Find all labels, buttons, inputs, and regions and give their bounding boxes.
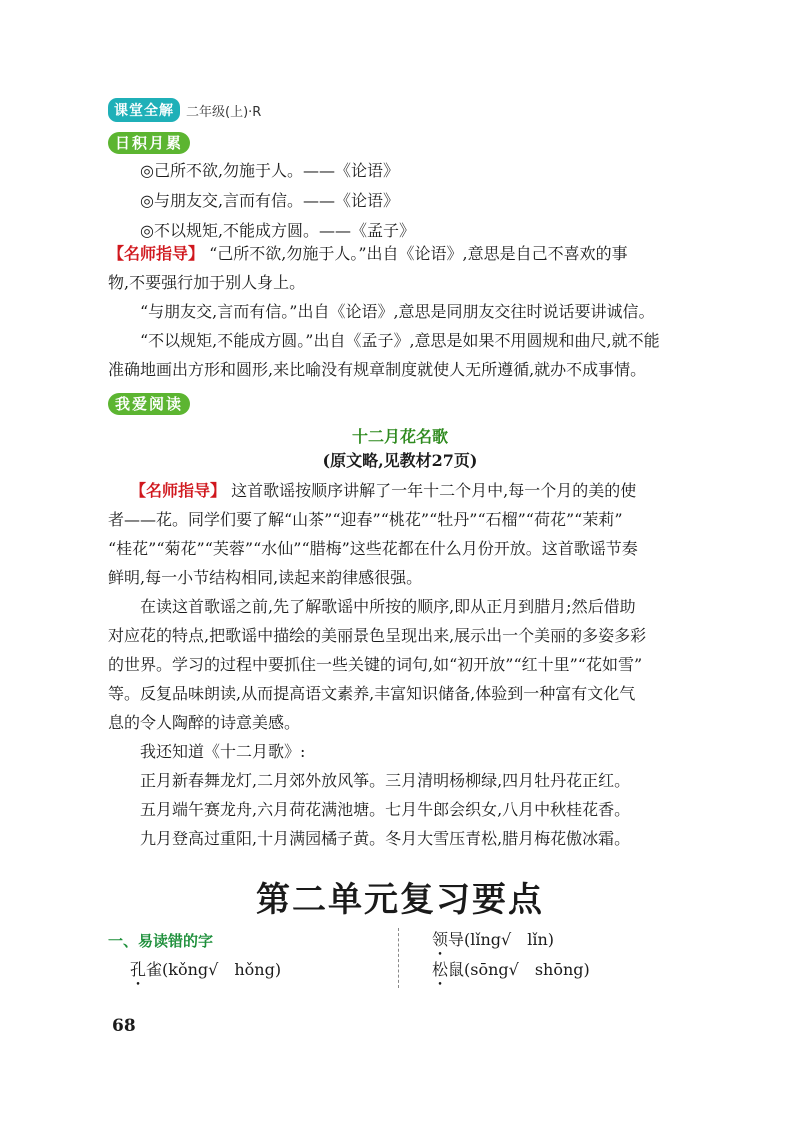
series-badge: 课堂全解: [108, 98, 180, 122]
guide-line: 物,不要强行加于别人身上。: [108, 273, 306, 292]
dotted-char: 松: [432, 960, 449, 979]
section-tag-daily: [108, 132, 190, 153]
grade-label: 二年级(上)·R: [186, 104, 262, 120]
section-tag-label: 我爱阅读: [108, 393, 190, 415]
reading-subtitle: (原文略,见教材27页): [322, 451, 478, 470]
dotted-char: 孔: [130, 960, 147, 979]
reading-line: 在读这首歌谣之前,先了解歌谣中所按的顺序,即从正月到腊月;然后借助: [140, 597, 636, 616]
guide-line: “不以规矩,不能成方圆。”出自《孟子》,意思是如果不用圆规和曲尺,就不能: [140, 331, 660, 350]
reading-paragraph-1: [130, 481, 636, 501]
poem-line: 九月登高过重阳,十月满园橘子黄。冬月大雪压青松,腊月梅花傲冰霜。: [140, 829, 631, 848]
reading-line: 等。反复品味朗读,从而提高语文素养,丰富知识储备,体验到一种富有文化气: [108, 684, 636, 703]
review-title: 第二单元复习要点: [256, 880, 544, 920]
quote-2: ◎与朋友交,言而有信。——《论语》: [140, 191, 400, 210]
guide-label: 【名师指导】: [108, 244, 205, 263]
review-item: [432, 930, 554, 950]
review-subhead: 一、易读错的字: [108, 932, 214, 950]
review-item: [130, 960, 281, 980]
pinyin-choice: 雀(kǒng√ hǒng): [146, 960, 282, 979]
dotted-char: 领: [432, 930, 449, 949]
section-tag-reading: [108, 393, 190, 414]
review-item: [432, 960, 590, 980]
page-header: [108, 99, 261, 121]
section-tag-label: 日积月累: [108, 132, 190, 154]
column-divider: [398, 928, 399, 988]
guide-line: “与朋友交,言而有信。”出自《论语》,意思是同朋友交往时说话要讲诚信。: [140, 302, 655, 321]
guide-line: 准确地画出方形和圆形,来比喻没有规章制度就使人无所遵循,就办不成事情。: [108, 360, 647, 379]
pinyin-choice: 导(lǐng√ lǐn): [448, 930, 555, 949]
reading-line: 我还知道《十二月歌》:: [140, 742, 306, 761]
quote-1: ◎己所不欲,勿施于人。——《论语》: [140, 161, 400, 180]
reading-line: 鲜明,每一小节结构相同,读起来韵律感很强。: [108, 568, 423, 587]
reading-line: 者——花。同学们要了解“山茶”“迎春”“桃花”“牡丹”“石榴”“荷花”“茉莉”: [108, 510, 623, 529]
guide-line: “己所不欲,勿施于人。”出自《论语》,意思是自己不喜欢的事: [209, 244, 628, 263]
poem-line: 五月端午赛龙舟,六月荷花满池塘。七月牛郎会织女,八月中秋桂花香。: [140, 800, 631, 819]
poem-line: 正月新春舞龙灯,二月郊外放风筝。三月清明杨柳绿,四月牡丹花正红。: [140, 771, 631, 790]
reading-line: 息的令人陶醉的诗意美感。: [108, 713, 301, 732]
reading-title: 十二月花名歌: [351, 427, 448, 446]
quote-3: ◎不以规矩,不能成方圆。——《孟子》: [140, 221, 416, 240]
reading-line: “桂花”“菊花”“芙蓉”“水仙”“腊梅”这些花都在什么月份开放。这首歌谣节奏: [108, 539, 638, 558]
reading-line: 这首歌谣按顺序讲解了一年十二个月中,每一个月的美的使: [231, 481, 637, 500]
guide-label: 【名师指导】: [130, 481, 227, 500]
reading-line: 对应花的特点,把歌谣中描绘的美丽景色呈现出来,展示出一个美丽的多姿多彩: [108, 626, 647, 645]
reading-line: 的世界。学习的过程中要抓住一些关键的词句,如“初开放”“红十里”“花如雪”: [108, 655, 643, 674]
guide-paragraph-1: [108, 244, 628, 264]
page-number: 68: [112, 1016, 136, 1036]
pinyin-choice: 鼠(sōng√ shōng): [448, 960, 590, 979]
